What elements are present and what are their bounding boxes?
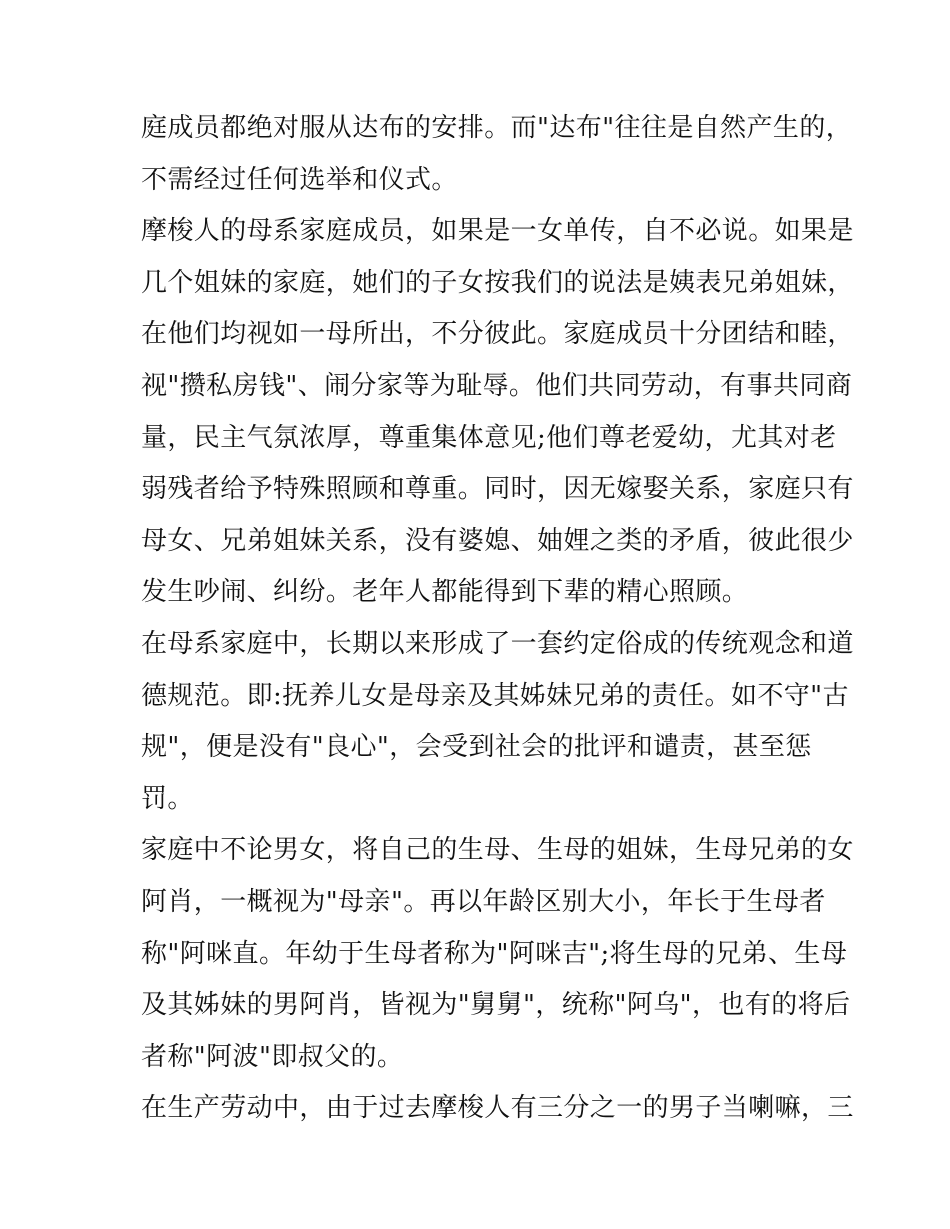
text-line: 母女、兄弟姐妹关系，没有婆媳、妯娌之类的矛盾，彼此很少 xyxy=(141,525,854,556)
text-line: 发生吵闹、纠纷。老年人都能得到下辈的精心照顾。 xyxy=(141,577,749,608)
text-line: 量，民主气氛浓厚，尊重集体意见;他们尊老爱幼，尤其对老 xyxy=(141,422,837,453)
text-line: 不需经过任何选举和仪式。 xyxy=(141,164,458,195)
text-line: 弱残者给予特殊照顾和尊重。同时，因无嫁娶关系，家庭只有 xyxy=(141,474,854,505)
text-line: 称"阿咪直。年幼于生母者称为"阿咪吉";将生母的兄弟、生母 xyxy=(141,938,848,969)
text-line: 及其姊妹的男阿肖，皆视为"舅舅"，统称"阿乌"，也有的将后 xyxy=(141,990,851,1021)
text-line: 几个姐妹的家庭，她们的子女按我们的说法是姨表兄弟姐妹， xyxy=(141,267,854,298)
text-line: 在母系家庭中，长期以来形成了一套约定俗成的传统观念和道 xyxy=(141,628,854,659)
body-text xyxy=(141,103,854,1135)
text-line: 庭成员都绝对服从达布的安排。而"达布"往往是自然产生的， xyxy=(141,113,853,143)
text-line: 视"攒私房钱"、闹分家等为耻辱。他们共同劳动，有事共同商 xyxy=(141,370,853,401)
text-line: 摩梭人的母系家庭成员，如果是一女单传，自不必说。如果是 xyxy=(141,216,854,247)
text-line: 在生产劳动中，由于过去摩梭人有三分之一的男子当喇嘛，三 xyxy=(141,1093,854,1124)
text-line: 者称"阿波"即叔父的。 xyxy=(141,1041,404,1072)
text-line: 罚。 xyxy=(141,783,194,814)
text-line: 在他们均视如一母所出，不分彼此。家庭成员十分团结和睦， xyxy=(141,319,854,350)
text-line: 规"，便是没有"良心"，会受到社会的批评和谴责，甚至惩 xyxy=(141,732,812,763)
text-line: 德规范。即:抚养儿女是母亲及其姊妹兄弟的责任。如不守"古 xyxy=(141,680,849,711)
text-line: 阿肖，一概视为"母亲"。再以年龄区别大小，年长于生母者 xyxy=(141,886,826,917)
text-line: 家庭中不论男女，将自己的生母、生母的姐妹，生母兄弟的女 xyxy=(141,835,854,866)
